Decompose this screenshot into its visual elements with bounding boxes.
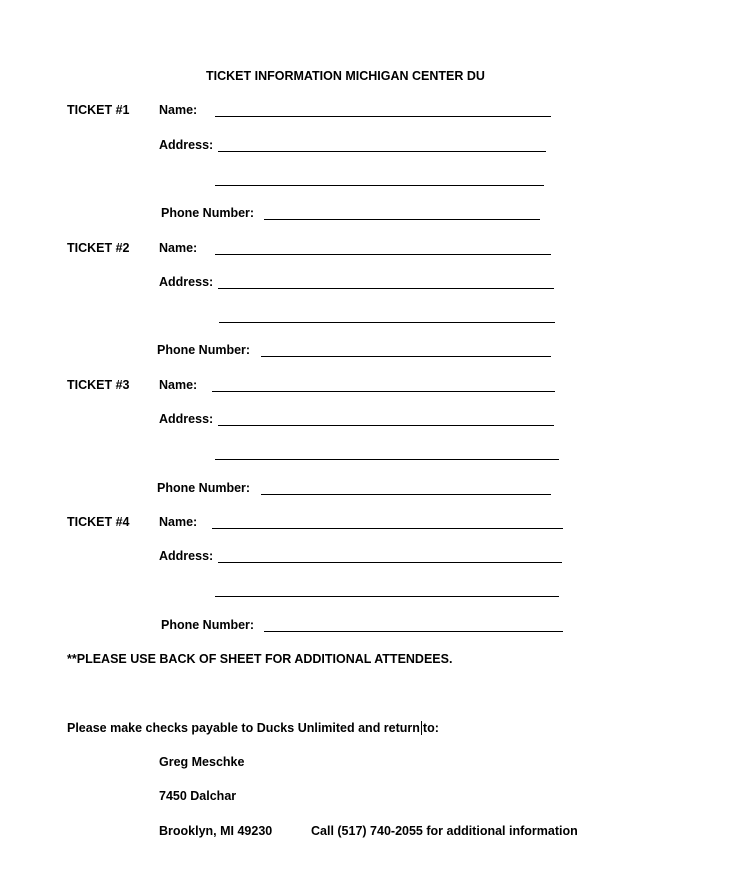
ticket-3-name-field[interactable] (212, 391, 555, 392)
ticket-2-address-field[interactable] (218, 288, 554, 289)
ticket-4-name-field[interactable] (212, 528, 563, 529)
ticket-4-name-label: Name: (159, 515, 198, 529)
contact-call: Call (517) 740-2055 for additional information (311, 824, 578, 838)
ticket-3-address-label: Address: (159, 412, 214, 426)
ticket-3-phone-field[interactable] (261, 494, 551, 495)
ticket-1-address-label: Address: (159, 138, 214, 152)
ticket-1-phone-field[interactable] (264, 219, 540, 220)
ticket-2-phone-label: Phone Number: (157, 343, 251, 357)
contact-street: 7450 Dalchar (159, 789, 237, 803)
ticket-4-phone-field[interactable] (264, 631, 563, 632)
ticket-2-name-label: Name: (159, 241, 198, 255)
text-cursor (421, 721, 422, 735)
ticket-3-name-label: Name: (159, 378, 198, 392)
ticket-2-phone-field[interactable] (261, 356, 551, 357)
ticket-2-label: TICKET #2 (67, 241, 130, 255)
checks-instructions (67, 721, 439, 735)
ticket-1-name-field[interactable] (215, 116, 551, 117)
ticket-4-address-field[interactable] (218, 562, 562, 563)
ticket-1-name-label: Name: (159, 103, 198, 117)
contact-name: Greg Meschke (159, 755, 245, 769)
ticket-4-address-field-2[interactable] (215, 596, 559, 597)
ticket-4-label: TICKET #4 (67, 515, 130, 529)
additional-attendees-note: **PLEASE USE BACK OF SHEET FOR ADDITIONAL ATTENDEES. (67, 652, 453, 666)
ticket-3-address-field[interactable] (218, 425, 554, 426)
ticket-1-label: TICKET #1 (67, 103, 130, 117)
ticket-1-address-field[interactable] (218, 151, 546, 152)
checks-text-b: to: (422, 721, 439, 735)
ticket-4-address-label: Address: (159, 549, 214, 563)
ticket-3-address-field-2[interactable] (215, 459, 559, 460)
page-title: TICKET INFORMATION MICHIGAN CENTER DU (206, 69, 485, 83)
ticket-3-phone-label: Phone Number: (157, 481, 251, 495)
ticket-2-name-field[interactable] (215, 254, 551, 255)
ticket-3-label: TICKET #3 (67, 378, 130, 392)
contact-city: Brooklyn, MI 49230 (159, 824, 273, 838)
ticket-2-address-field-2[interactable] (219, 322, 555, 323)
ticket-1-phone-label: Phone Number: (161, 206, 255, 220)
ticket-4-phone-label: Phone Number: (161, 618, 255, 632)
checks-text-a: Please make checks payable to Ducks Unlimited and return (67, 721, 420, 735)
ticket-1-address-field-2[interactable] (215, 185, 544, 186)
ticket-2-address-label: Address: (159, 275, 214, 289)
